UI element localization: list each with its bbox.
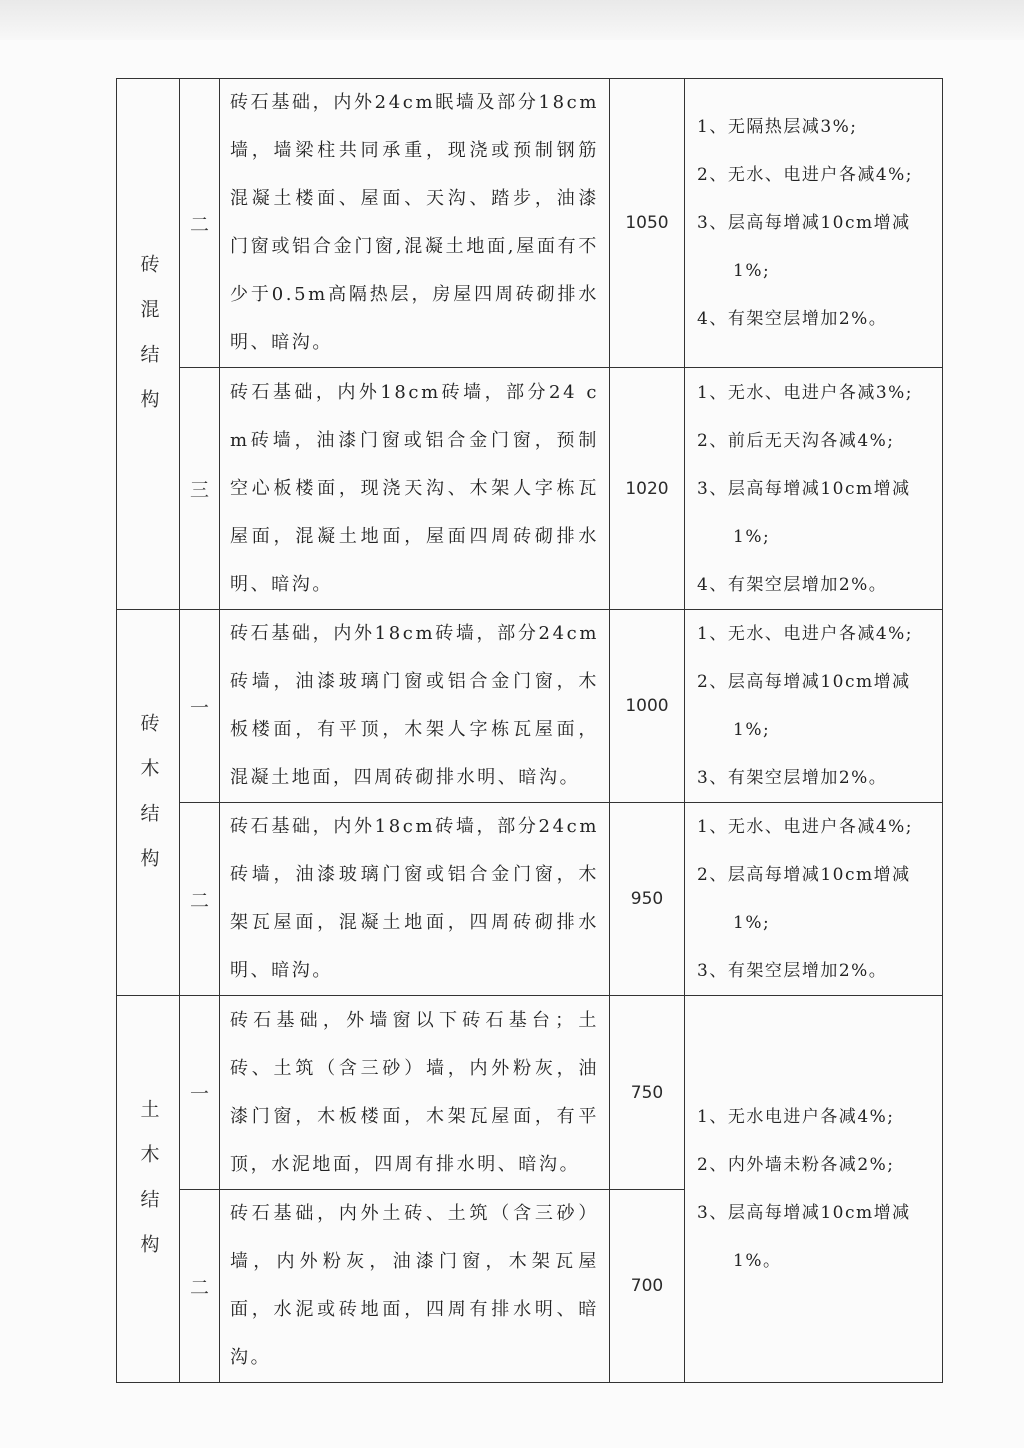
price: 700	[630, 1276, 664, 1296]
note-item: 3、层高每增减10cm增减1%。	[697, 1203, 911, 1271]
note-item: 3、层高每增减10cm增减1%;	[697, 478, 911, 547]
notes-cell	[685, 79, 943, 368]
grade-cell	[180, 368, 220, 610]
note-item: 2、无水、电进户各减4%;	[697, 165, 914, 185]
table-row	[117, 79, 943, 368]
adjustment-notes	[685, 103, 942, 343]
description: 砖石基础，内外土砖、土筑（含三砂）墙，内外粉灰，油漆门窗，木架瓦屋面，水泥或砖地面，四周有排水明、暗沟。	[230, 1203, 599, 1368]
notes-cell	[685, 368, 943, 610]
notes-cell	[685, 996, 943, 1383]
note-item: 3、有架空层增加2%。	[697, 768, 888, 788]
note-item: 1、无隔热层减3%;	[697, 117, 858, 137]
note-item: 4、有架空层增加2%。	[697, 574, 888, 595]
table-row	[117, 368, 943, 610]
structure-type: 砖混结构	[137, 254, 160, 434]
note-item: 4、有架空层增加2%。	[697, 309, 888, 329]
price-cell	[610, 1190, 685, 1383]
price: 1050	[625, 213, 669, 233]
description: 砖石基础，内外24cm眠墙及部分18cm墙，墙梁柱共同承重，现浇或预制钢筋混凝土楼面、屋面、天沟、踏步，油漆门窗或铝合金门窗,混凝土地面,屋面有不少于0.5m高隔热层，房屋四周砖砌排水明、暗沟。	[230, 92, 599, 353]
grade: 二	[189, 213, 209, 236]
note-item: 1、无水、电进户各减4%;	[697, 624, 914, 644]
description-cell	[220, 610, 610, 803]
grade: 二	[189, 1276, 209, 1299]
note-item: 2、层高每增减10cm增减1%;	[697, 672, 911, 740]
notes-cell	[685, 803, 943, 996]
price: 1020	[625, 478, 669, 499]
structure-cell	[117, 996, 180, 1383]
price-cell	[610, 368, 685, 610]
table-row	[117, 610, 943, 803]
description-cell	[220, 803, 610, 996]
adjustment-notes	[685, 1093, 942, 1285]
note-item: 1、无水、电进户各减3%;	[697, 382, 914, 403]
description: 砖石基础，外墙窗以下砖石基台；土砖、土筑（含三砂）墙，内外粉灰，油漆门窗，木板楼面，木架瓦屋面，有平顶，水泥地面，四周有排水明、暗沟。	[230, 1009, 599, 1175]
grade: 二	[189, 889, 209, 912]
description-cell	[220, 996, 610, 1190]
table-row	[117, 803, 943, 996]
price-cell	[610, 79, 685, 368]
notes-cell	[685, 610, 943, 803]
note-item: 1、无水、电进户各减4%;	[697, 817, 914, 837]
note-item: 3、有架空层增加2%。	[697, 961, 888, 981]
structure-cell	[117, 79, 180, 610]
grade-cell	[180, 79, 220, 368]
price: 950	[630, 889, 664, 909]
adjustment-notes	[685, 610, 942, 802]
grade: 一	[189, 1083, 209, 1105]
grade-cell	[180, 1190, 220, 1383]
description-cell	[220, 79, 610, 368]
price-cell	[610, 803, 685, 996]
grade-cell	[180, 803, 220, 996]
structure-cell	[117, 610, 180, 996]
note-item: 3、层高每增减10cm增减1%;	[697, 213, 911, 281]
table-row	[117, 996, 943, 1190]
price: 750	[630, 1082, 664, 1103]
note-item: 2、内外墙未粉各减2%;	[697, 1155, 895, 1175]
housing-price-table	[116, 78, 943, 1383]
grade-cell	[180, 996, 220, 1190]
price-cell	[610, 996, 685, 1190]
adjustment-notes	[685, 803, 942, 995]
note-item: 1、无水电进户各减4%;	[697, 1107, 895, 1127]
description-cell	[220, 368, 610, 610]
price-cell	[610, 610, 685, 803]
scan-shadow	[0, 0, 1024, 40]
structure-type: 土木结构	[137, 1099, 160, 1279]
description: 砖石基础，内外18cm砖墙，部分24 cm砖墙，油漆门窗或铝合金门窗，预制空心板楼面，现浇天沟、木架人字栋瓦屋面，混凝土地面，屋面四周砖砌排水明、暗沟。	[230, 381, 599, 595]
grade: 三	[189, 479, 209, 501]
adjustment-notes	[685, 369, 942, 609]
description: 砖石基础，内外18cm砖墙，部分24cm砖墙，油漆玻璃门窗或铝合金门窗，木架瓦屋面，混凝土地面，四周砖砌排水明、暗沟。	[230, 816, 599, 981]
structure-type: 砖木结构	[137, 712, 160, 893]
grade-cell	[180, 610, 220, 803]
description: 砖石基础，内外18cm砖墙，部分24cm砖墙，油漆玻璃门窗或铝合金门窗，木板楼面，有平顶，木架人字栋瓦屋面，混凝土地面，四周砖砌排水明、暗沟。	[230, 623, 599, 788]
grade: 一	[189, 696, 209, 719]
note-item: 2、前后无天沟各减4%;	[697, 430, 895, 451]
note-item: 2、层高每增减10cm增减1%;	[697, 865, 911, 933]
price: 1000	[625, 696, 669, 716]
description-cell	[220, 1190, 610, 1383]
